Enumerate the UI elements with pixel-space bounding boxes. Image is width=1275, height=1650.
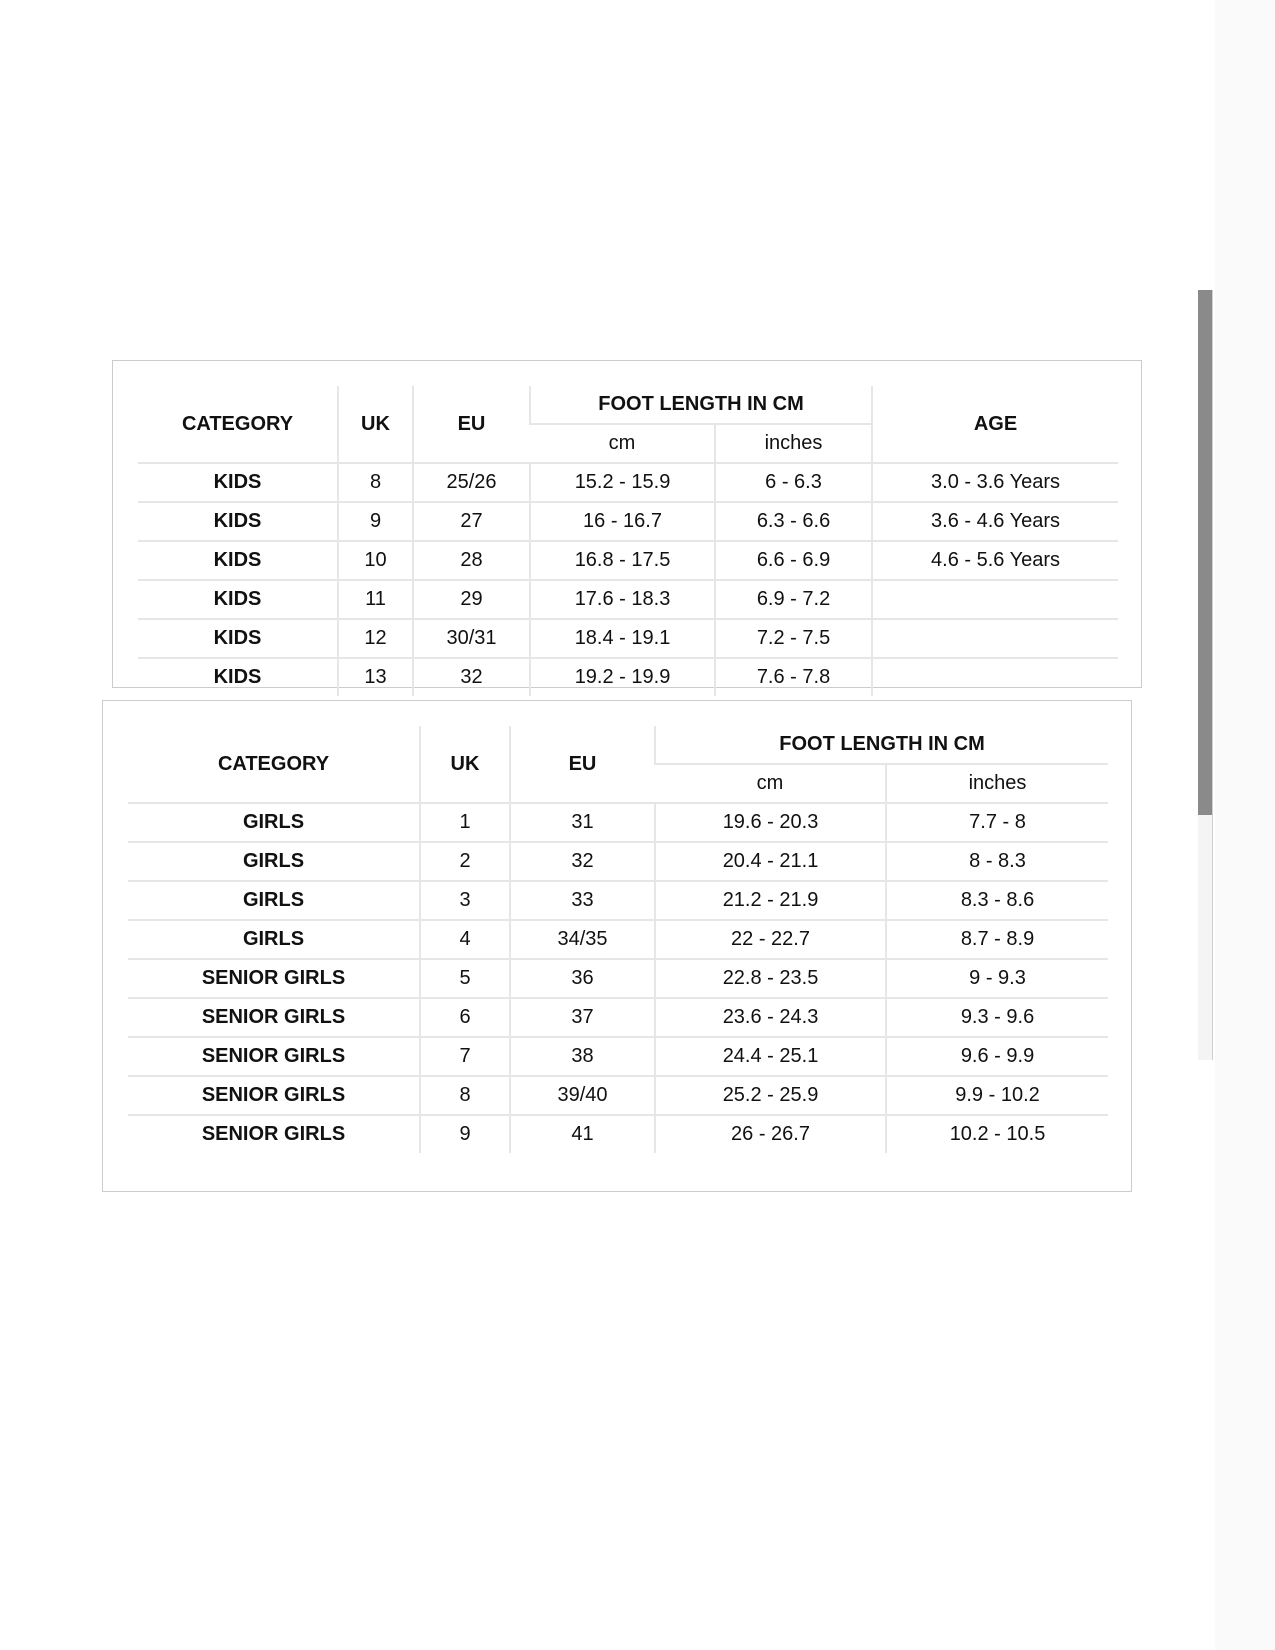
table-row — [128, 803, 1108, 842]
table-row — [128, 920, 1108, 959]
header-uk: UK — [338, 386, 413, 463]
cell-category: KIDS — [138, 580, 338, 619]
kids-table-body — [138, 463, 1118, 696]
cell-eu: 30/31 — [413, 619, 530, 658]
header-cm: cm — [530, 424, 715, 463]
table-row — [128, 1076, 1108, 1115]
cell-eu: 31 — [510, 803, 655, 842]
cell-category: GIRLS — [128, 842, 420, 881]
cell-uk: 2 — [420, 842, 510, 881]
cell-uk: 8 — [338, 463, 413, 502]
cell-inches: 6.6 - 6.9 — [715, 541, 872, 580]
cell-cm: 15.2 - 15.9 — [530, 463, 715, 502]
cell-category: SENIOR GIRLS — [128, 959, 420, 998]
cell-age: 3.0 - 3.6 Years — [872, 463, 1118, 502]
table-row — [138, 580, 1118, 619]
cell-eu: 39/40 — [510, 1076, 655, 1115]
table-row — [128, 1037, 1108, 1076]
cell-eu: 41 — [510, 1115, 655, 1153]
table-row — [138, 658, 1118, 696]
cell-category: SENIOR GIRLS — [128, 998, 420, 1037]
cell-eu: 32 — [510, 842, 655, 881]
cell-age: 4.6 - 5.6 Years — [872, 541, 1118, 580]
table-row — [128, 959, 1108, 998]
cell-category: KIDS — [138, 619, 338, 658]
scrollbar-thumb[interactable] — [1198, 290, 1212, 815]
table-row — [128, 998, 1108, 1037]
cell-uk: 9 — [420, 1115, 510, 1153]
cell-inches: 7.6 - 7.8 — [715, 658, 872, 696]
cell-eu: 27 — [413, 502, 530, 541]
header-inches: inches — [886, 764, 1108, 803]
cell-cm: 16.8 - 17.5 — [530, 541, 715, 580]
cell-category: SENIOR GIRLS — [128, 1037, 420, 1076]
cell-uk: 5 — [420, 959, 510, 998]
table-row — [138, 463, 1118, 502]
cell-eu: 28 — [413, 541, 530, 580]
cell-eu: 34/35 — [510, 920, 655, 959]
cell-inches: 9.9 - 10.2 — [886, 1076, 1108, 1115]
vertical-scrollbar[interactable] — [1198, 290, 1213, 1060]
kids-size-table — [138, 386, 1118, 696]
table-row — [138, 541, 1118, 580]
cell-uk: 12 — [338, 619, 413, 658]
header-inches: inches — [715, 424, 872, 463]
cell-uk: 9 — [338, 502, 413, 541]
cell-uk: 1 — [420, 803, 510, 842]
kids-size-chart-panel — [112, 360, 1142, 688]
cell-eu: 25/26 — [413, 463, 530, 502]
header-uk: UK — [420, 726, 510, 803]
header-foot-length: FOOT LENGTH IN CM — [530, 386, 872, 424]
header-eu: EU — [413, 386, 530, 463]
cell-eu: 33 — [510, 881, 655, 920]
cell-uk: 10 — [338, 541, 413, 580]
cell-cm: 22 - 22.7 — [655, 920, 886, 959]
cell-inches: 9.6 - 9.9 — [886, 1037, 1108, 1076]
cell-category: KIDS — [213, 666, 262, 688]
cell-eu: 32 — [413, 658, 530, 696]
cell-cm: 24.4 - 25.1 — [655, 1037, 886, 1076]
cell-uk: 8 — [420, 1076, 510, 1115]
header-age: AGE — [872, 386, 1118, 463]
cell-category: KIDS — [138, 541, 338, 580]
cell-inches: 9.3 - 9.6 — [886, 998, 1108, 1037]
cell-inches: 6.3 - 6.6 — [715, 502, 872, 541]
cell-inches: 10.2 - 10.5 — [886, 1115, 1108, 1153]
cell-uk: 7 — [420, 1037, 510, 1076]
cell-category: KIDS — [138, 463, 338, 502]
girls-size-table — [128, 726, 1108, 1153]
cell-category: SENIOR GIRLS — [128, 1076, 420, 1115]
cell-cm: 23.6 - 24.3 — [655, 998, 886, 1037]
table-row — [138, 619, 1118, 658]
cell-uk: 6 — [420, 998, 510, 1037]
cell-inches: 6 - 6.3 — [715, 463, 872, 502]
header-category: CATEGORY — [128, 726, 420, 803]
cell-eu: 38 — [510, 1037, 655, 1076]
cell-eu: 36 — [510, 959, 655, 998]
cell-inches: 8.3 - 8.6 — [886, 881, 1108, 920]
cell-cm: 19.6 - 20.3 — [655, 803, 886, 842]
cell-uk: 11 — [338, 580, 413, 619]
cell-inches: 7.2 - 7.5 — [715, 619, 872, 658]
cell-inches: 7.7 - 8 — [886, 803, 1108, 842]
cell-cm: 26 - 26.7 — [655, 1115, 886, 1153]
cell-uk: 4 — [420, 920, 510, 959]
cell-eu: 37 — [510, 998, 655, 1037]
cell-inches: 8.7 - 8.9 — [886, 920, 1108, 959]
table-row — [128, 881, 1108, 920]
cell-cm: 16 - 16.7 — [530, 502, 715, 541]
page-right-margin — [1215, 0, 1275, 1650]
cell-inches: 8 - 8.3 — [886, 842, 1108, 881]
cell-uk: 3 — [420, 881, 510, 920]
cell-uk: 13 — [338, 658, 413, 696]
cell-category: KIDS — [138, 502, 338, 541]
cell-category: GIRLS — [128, 920, 420, 959]
cell-age — [872, 658, 1118, 696]
cell-inches: 6.9 - 7.2 — [715, 580, 872, 619]
cell-cm: 17.6 - 18.3 — [530, 580, 715, 619]
cell-cm: 19.2 - 19.9 — [530, 658, 715, 696]
header-eu: EU — [510, 726, 655, 803]
cell-age: 3.6 - 4.6 Years — [872, 502, 1118, 541]
cell-category: GIRLS — [128, 803, 420, 842]
cell-age — [872, 619, 1118, 658]
cell-cm: 20.4 - 21.1 — [655, 842, 886, 881]
cell-cm: 21.2 - 21.9 — [655, 881, 886, 920]
header-category: CATEGORY — [138, 386, 338, 463]
table-row — [128, 1115, 1108, 1153]
cell-cm: 25.2 - 25.9 — [655, 1076, 886, 1115]
cell-age — [872, 580, 1118, 619]
cell-eu: 29 — [413, 580, 530, 619]
table-row — [138, 502, 1118, 541]
cell-category: GIRLS — [128, 881, 420, 920]
cell-cm: 18.4 - 19.1 — [530, 619, 715, 658]
header-cm: cm — [655, 764, 886, 803]
girls-size-chart-panel — [102, 700, 1132, 1192]
cell-inches: 9 - 9.3 — [886, 959, 1108, 998]
table-row — [128, 842, 1108, 881]
girls-table-body — [128, 803, 1108, 1153]
cell-cm: 22.8 - 23.5 — [655, 959, 886, 998]
header-foot-length: FOOT LENGTH IN CM — [655, 726, 1108, 764]
cell-category: SENIOR GIRLS — [201, 1123, 346, 1145]
